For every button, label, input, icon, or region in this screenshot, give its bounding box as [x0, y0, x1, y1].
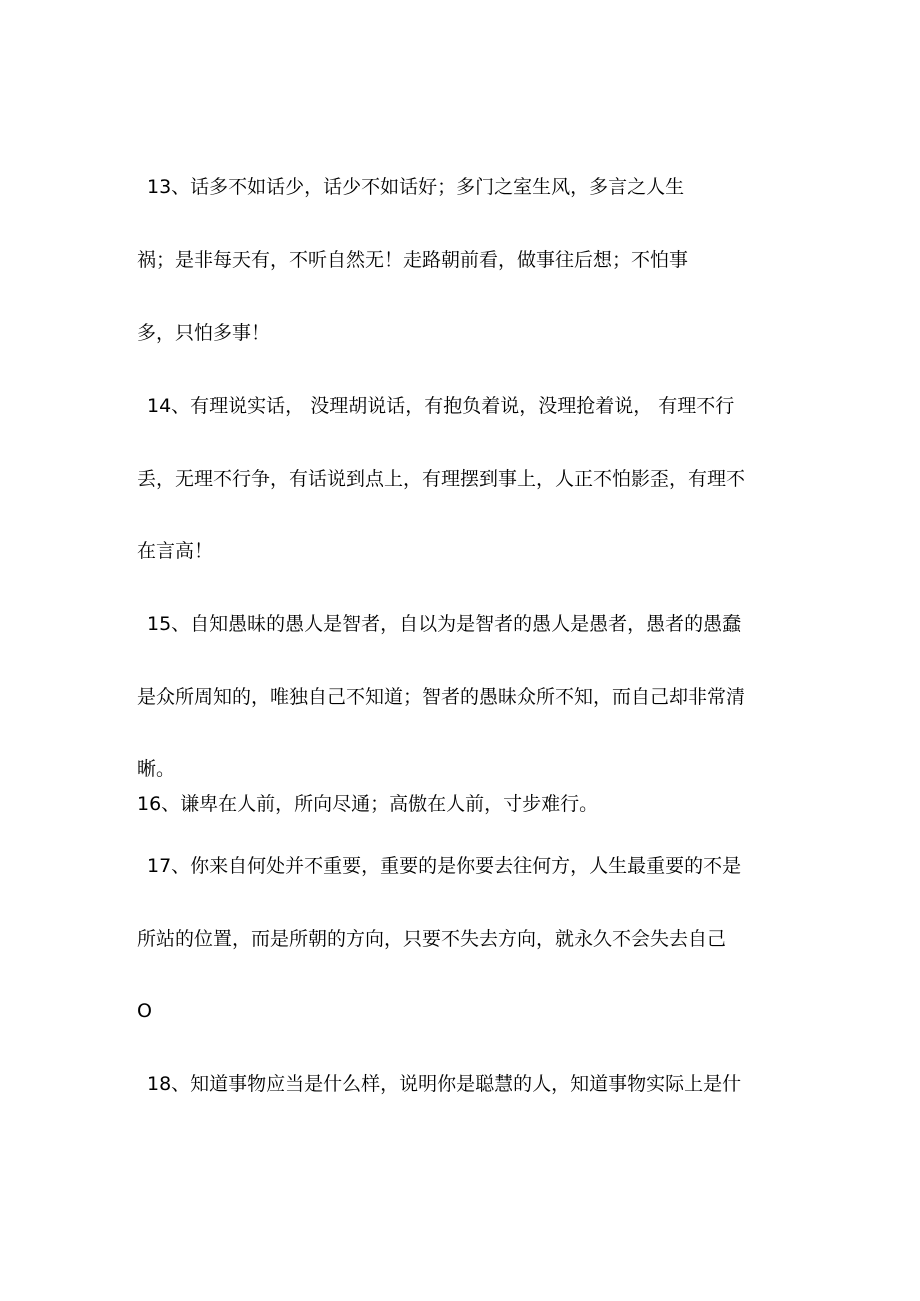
- text-line: 丢，无理不行争，有话说到点上，有理摆到事上，人正不怕影歪，有理不: [137, 468, 746, 490]
- text-line: 14、有理说实话， 没理胡说话，有抱负着说，没理抢着说， 有理不行: [147, 395, 735, 417]
- text-line: 多，只怕多事！: [137, 322, 271, 344]
- text-line: 15、自知愚昧的愚人是智者，自以为是智者的愚人是愚者，愚者的愚蠢: [147, 613, 742, 635]
- text-line: 16、谦卑在人前，所向尽通；高傲在人前，寸步难行。: [137, 793, 599, 815]
- text-line: 晰。: [137, 758, 176, 780]
- text-line: 13、话多不如话少，话少不如话好；多门之室生风，多言之人生: [147, 176, 685, 198]
- text-line: 17、你来自何处并不重要，重要的是你要去往何方，人生最重要的不是: [147, 855, 742, 877]
- text-line: 18、知道事物应当是什么样，说明你是聪慧的人，知道事物实际上是什: [147, 1073, 742, 1095]
- text-line: 祸；是非每天有，不听自然无！走路朝前看，做事往后想；不怕事: [137, 249, 689, 271]
- text-line: O: [137, 1000, 152, 1022]
- text-line: 是众所周知的，唯独自己不知道；智者的愚昧众所不知，而自己却非常清: [137, 686, 746, 708]
- text-line: 所站的位置，而是所朝的方向，只要不失去方向，就永久不会失去自己: [137, 928, 727, 950]
- text-line: 在言高！: [137, 540, 214, 562]
